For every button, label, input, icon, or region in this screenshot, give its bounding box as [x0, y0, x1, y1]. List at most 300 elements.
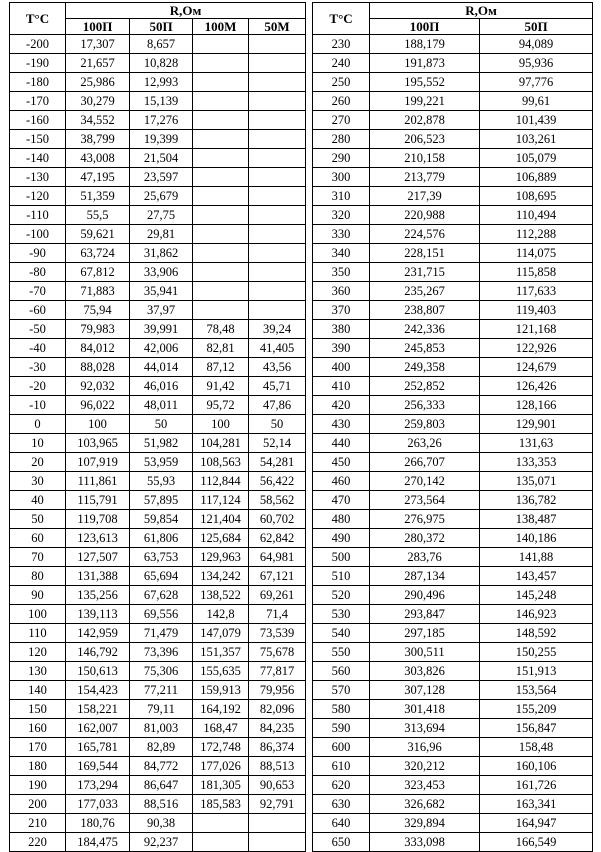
- temperature-cell: -160: [10, 111, 66, 130]
- table-row: [10, 586, 593, 605]
- resistance-cell: 129,963: [193, 548, 249, 567]
- temperature-cell: 400: [313, 358, 370, 377]
- resistance-cell: 107,919: [66, 453, 130, 472]
- temperature-cell: -80: [10, 263, 66, 282]
- resistance-cell: 188,179: [370, 35, 480, 54]
- resistance-cell: 35,941: [130, 282, 193, 301]
- table-row: [10, 377, 593, 396]
- column-gap: [306, 244, 313, 263]
- resistance-cell: 88,028: [66, 358, 130, 377]
- column-gap: [306, 282, 313, 301]
- temperature-cell: 640: [313, 814, 370, 833]
- column-gap: [306, 35, 313, 54]
- resistance-cell: 266,707: [370, 453, 480, 472]
- resistance-cell: [249, 168, 306, 187]
- resistance-cell: 100: [66, 415, 130, 434]
- table-row: [10, 624, 593, 643]
- resistance-cell: 168,47: [193, 719, 249, 738]
- temperature-cell: 320: [313, 206, 370, 225]
- table-row: [10, 73, 593, 92]
- resistance-cell: 90,38: [130, 814, 193, 833]
- column-gap: [306, 187, 313, 206]
- resistance-cell: 67,121: [249, 567, 306, 586]
- resistance-cell: 280,372: [370, 529, 480, 548]
- column-gap: [306, 111, 313, 130]
- resistance-cell: [249, 54, 306, 73]
- column-gap: [306, 681, 313, 700]
- temperature-cell: -150: [10, 130, 66, 149]
- resistance-cell: 111,861: [66, 472, 130, 491]
- temperature-cell: 10: [10, 434, 66, 453]
- column-gap: [306, 320, 313, 339]
- temperature-cell: 580: [313, 700, 370, 719]
- resistance-cell: 127,507: [66, 548, 130, 567]
- resistance-cell: 217,39: [370, 187, 480, 206]
- table-row: [10, 814, 593, 833]
- resistance-cell: [193, 73, 249, 92]
- column-gap: [306, 301, 313, 320]
- resistance-cell: 126,426: [480, 377, 593, 396]
- table-row: [10, 187, 593, 206]
- resistance-cell: 329,894: [370, 814, 480, 833]
- resistance-cell: 108,695: [480, 187, 593, 206]
- resistance-cell: 46,016: [130, 377, 193, 396]
- temperature-cell: -110: [10, 206, 66, 225]
- column-gap: [306, 567, 313, 586]
- resistance-cell: 273,564: [370, 491, 480, 510]
- temperature-cell: 300: [313, 168, 370, 187]
- table-row: [10, 833, 593, 852]
- resistance-cell: 95,936: [480, 54, 593, 73]
- column-gap: [306, 453, 313, 472]
- resistance-cell: 245,853: [370, 339, 480, 358]
- resistance-cell: 82,89: [130, 738, 193, 757]
- resistance-cell: 105,079: [480, 149, 593, 168]
- table-row: [10, 225, 593, 244]
- temperature-cell: 80: [10, 567, 66, 586]
- left-resistance-header: R,Ом: [66, 3, 306, 19]
- resistance-cell: [193, 206, 249, 225]
- temperature-cell: 220: [10, 833, 66, 852]
- resistance-cell: 164,192: [193, 700, 249, 719]
- resistance-cell: 23,597: [130, 168, 193, 187]
- table-row: [10, 168, 593, 187]
- resistance-cell: 78,48: [193, 320, 249, 339]
- resistance-cell: 131,63: [480, 434, 593, 453]
- column-gap: [306, 795, 313, 814]
- table-row: [10, 567, 593, 586]
- resistance-cell: 57,895: [130, 491, 193, 510]
- resistance-cell: [249, 263, 306, 282]
- resistance-cell: [193, 149, 249, 168]
- resistance-cell: 287,134: [370, 567, 480, 586]
- temperature-cell: 310: [313, 187, 370, 206]
- column-gap: [306, 3, 313, 35]
- resistance-cell: 150,255: [480, 643, 593, 662]
- resistance-cell: 235,267: [370, 282, 480, 301]
- temperature-cell: 500: [313, 548, 370, 567]
- resistance-cell: 77,817: [249, 662, 306, 681]
- resistance-cell: 99,61: [480, 92, 593, 111]
- column-gap: [306, 54, 313, 73]
- table-row: [10, 358, 593, 377]
- resistance-cell: 69,556: [130, 605, 193, 624]
- table-row: [10, 206, 593, 225]
- temperature-cell: 330: [313, 225, 370, 244]
- column-gap: [306, 491, 313, 510]
- temperature-cell: -140: [10, 149, 66, 168]
- resistance-cell: [193, 35, 249, 54]
- resistance-cell: 86,374: [249, 738, 306, 757]
- resistance-cell: 154,423: [66, 681, 130, 700]
- resistance-cell: 159,913: [193, 681, 249, 700]
- temperature-cell: 480: [313, 510, 370, 529]
- resistance-cell: 92,032: [66, 377, 130, 396]
- resistance-cell: 17,307: [66, 35, 130, 54]
- resistance-cell: 134,242: [193, 567, 249, 586]
- resistance-cell: 108,563: [193, 453, 249, 472]
- resistance-cell: 82,81: [193, 339, 249, 358]
- resistance-cell: 97,776: [480, 73, 593, 92]
- resistance-cell: 181,305: [193, 776, 249, 795]
- resistance-cell: 148,592: [480, 624, 593, 643]
- resistance-cell: 146,792: [66, 643, 130, 662]
- temperature-cell: 30: [10, 472, 66, 491]
- resistance-cell: 300,511: [370, 643, 480, 662]
- resistance-cell: 135,071: [480, 472, 593, 491]
- resistance-cell: 129,901: [480, 415, 593, 434]
- resistance-cell: 21,657: [66, 54, 130, 73]
- temperature-cell: -120: [10, 187, 66, 206]
- temperature-cell: -10: [10, 396, 66, 415]
- resistance-cell: 307,128: [370, 681, 480, 700]
- resistance-cell: 259,803: [370, 415, 480, 434]
- temperature-cell: 490: [313, 529, 370, 548]
- table-row: [10, 301, 593, 320]
- resistance-cell: 103,261: [480, 130, 593, 149]
- resistance-cell: 172,748: [193, 738, 249, 757]
- resistance-cell: 283,76: [370, 548, 480, 567]
- resistance-cell: 185,583: [193, 795, 249, 814]
- resistance-cell: [193, 187, 249, 206]
- resistance-cell: [193, 833, 249, 852]
- resistance-cell: 195,552: [370, 73, 480, 92]
- table-row: [10, 415, 593, 434]
- temperature-cell: 180: [10, 757, 66, 776]
- resistance-cell: 65,694: [130, 567, 193, 586]
- resistance-cell: 220,988: [370, 206, 480, 225]
- resistance-cell: [193, 225, 249, 244]
- resistance-cell: 55,93: [130, 472, 193, 491]
- resistance-cell: 56,422: [249, 472, 306, 491]
- resistance-cell: 117,633: [480, 282, 593, 301]
- resistance-cell: 320,212: [370, 757, 480, 776]
- resistance-cell: 301,418: [370, 700, 480, 719]
- column-gap: [306, 833, 313, 852]
- resistance-cell: 39,24: [249, 320, 306, 339]
- resistance-cell: 326,682: [370, 795, 480, 814]
- resistance-cell: 10,828: [130, 54, 193, 73]
- resistance-cell: 238,807: [370, 301, 480, 320]
- resistance-table: [9, 2, 593, 852]
- resistance-cell: 8,657: [130, 35, 193, 54]
- resistance-cell: 84,772: [130, 757, 193, 776]
- temperature-cell: -90: [10, 244, 66, 263]
- resistance-cell: 21,504: [130, 149, 193, 168]
- column-gap: [306, 415, 313, 434]
- resistance-cell: 151,357: [193, 643, 249, 662]
- table-row: [10, 263, 593, 282]
- resistance-cell: [249, 149, 306, 168]
- temperature-cell: 600: [313, 738, 370, 757]
- table-row: [10, 662, 593, 681]
- column-gap: [306, 149, 313, 168]
- table-row: [10, 35, 593, 54]
- table-row: [10, 320, 593, 339]
- temperature-cell: 420: [313, 396, 370, 415]
- resistance-cell: 51,359: [66, 187, 130, 206]
- temperature-cell: -130: [10, 168, 66, 187]
- resistance-cell: 42,006: [130, 339, 193, 358]
- resistance-cell: 138,522: [193, 586, 249, 605]
- temperature-cell: 60: [10, 529, 66, 548]
- column-gap: [306, 643, 313, 662]
- table-row: [10, 795, 593, 814]
- resistance-cell: 17,276: [130, 111, 193, 130]
- resistance-cell: 115,858: [480, 263, 593, 282]
- table-row: [10, 605, 593, 624]
- resistance-cell: 37,97: [130, 301, 193, 320]
- right-resistance-header: R,Ом: [370, 3, 593, 19]
- resistance-cell: 114,075: [480, 244, 593, 263]
- resistance-cell: 79,11: [130, 700, 193, 719]
- resistance-cell: 73,396: [130, 643, 193, 662]
- resistance-cell: 100: [193, 415, 249, 434]
- table-row: [10, 738, 593, 757]
- table-row: [10, 529, 593, 548]
- temperature-cell: -180: [10, 73, 66, 92]
- resistance-cell: 263,26: [370, 434, 480, 453]
- resistance-cell: 156,847: [480, 719, 593, 738]
- table-row: [10, 719, 593, 738]
- resistance-cell: 79,983: [66, 320, 130, 339]
- resistance-cell: 313,694: [370, 719, 480, 738]
- resistance-cell: 123,613: [66, 529, 130, 548]
- table-row: [10, 434, 593, 453]
- resistance-cell: 53,959: [130, 453, 193, 472]
- resistance-cell: 63,753: [130, 548, 193, 567]
- resistance-cell: 199,221: [370, 92, 480, 111]
- resistance-cell: 51,982: [130, 434, 193, 453]
- resistance-cell: 61,806: [130, 529, 193, 548]
- temperature-cell: -100: [10, 225, 66, 244]
- resistance-cell: 75,678: [249, 643, 306, 662]
- temperature-cell: 20: [10, 453, 66, 472]
- resistance-cell: 84,235: [249, 719, 306, 738]
- column-gap: [306, 263, 313, 282]
- resistance-cell: 63,724: [66, 244, 130, 263]
- resistance-cell: 206,523: [370, 130, 480, 149]
- temperature-cell: -60: [10, 301, 66, 320]
- resistance-cell: [249, 301, 306, 320]
- col-header-100m: 100М: [193, 19, 249, 35]
- resistance-cell: 71,479: [130, 624, 193, 643]
- resistance-cell: 136,782: [480, 491, 593, 510]
- column-gap: [306, 586, 313, 605]
- table-row: [10, 776, 593, 795]
- resistance-cell: [249, 73, 306, 92]
- column-gap: [306, 814, 313, 833]
- resistance-cell: 62,842: [249, 529, 306, 548]
- temperature-cell: 570: [313, 681, 370, 700]
- column-gap: [306, 624, 313, 643]
- column-gap: [306, 168, 313, 187]
- temperature-cell: -30: [10, 358, 66, 377]
- resistance-cell: 135,256: [66, 586, 130, 605]
- resistance-cell: 177,033: [66, 795, 130, 814]
- table-row: [10, 149, 593, 168]
- resistance-cell: 54,281: [249, 453, 306, 472]
- resistance-cell: 39,991: [130, 320, 193, 339]
- temperature-cell: -70: [10, 282, 66, 301]
- resistance-cell: 88,513: [249, 757, 306, 776]
- table-row: [10, 472, 593, 491]
- temperature-cell: 100: [10, 605, 66, 624]
- resistance-cell: 256,333: [370, 396, 480, 415]
- resistance-cell: 231,715: [370, 263, 480, 282]
- resistance-cell: 75,306: [130, 662, 193, 681]
- resistance-cell: 122,926: [480, 339, 593, 358]
- resistance-cell: [249, 244, 306, 263]
- resistance-cell: 86,647: [130, 776, 193, 795]
- resistance-cell: [249, 111, 306, 130]
- resistance-cell: 44,014: [130, 358, 193, 377]
- right-temperature-header: T°C: [313, 3, 370, 35]
- resistance-cell: 71,4: [249, 605, 306, 624]
- resistance-cell: 140,186: [480, 529, 593, 548]
- right-col-header-100p: 100П: [370, 19, 480, 35]
- resistance-cell: 19,399: [130, 130, 193, 149]
- column-gap: [306, 377, 313, 396]
- resistance-cell: 147,079: [193, 624, 249, 643]
- resistance-cell: 69,261: [249, 586, 306, 605]
- temperature-cell: 260: [313, 92, 370, 111]
- column-gap: [306, 776, 313, 795]
- resistance-cell: [249, 225, 306, 244]
- resistance-cell: 91,42: [193, 377, 249, 396]
- temperature-cell: 610: [313, 757, 370, 776]
- column-gap: [306, 662, 313, 681]
- resistance-cell: 228,151: [370, 244, 480, 263]
- table-row: [10, 453, 593, 472]
- temperature-cell: 410: [313, 377, 370, 396]
- resistance-cell: 34,552: [66, 111, 130, 130]
- temperature-cell: 370: [313, 301, 370, 320]
- table-row: [10, 92, 593, 111]
- temperature-cell: 650: [313, 833, 370, 852]
- resistance-cell: 48,011: [130, 396, 193, 415]
- resistance-cell: 139,113: [66, 605, 130, 624]
- resistance-cell: 29,81: [130, 225, 193, 244]
- resistance-cell: 169,544: [66, 757, 130, 776]
- left-temperature-header: T°C: [10, 3, 66, 35]
- resistance-cell: 121,168: [480, 320, 593, 339]
- temperature-cell: 280: [313, 130, 370, 149]
- column-gap: [306, 339, 313, 358]
- resistance-cell: 43,56: [249, 358, 306, 377]
- resistance-cell: 224,576: [370, 225, 480, 244]
- resistance-cell: 59,854: [130, 510, 193, 529]
- resistance-cell: 104,281: [193, 434, 249, 453]
- resistance-cell: 30,279: [66, 92, 130, 111]
- temperature-cell: 530: [313, 605, 370, 624]
- resistance-cell: 142,959: [66, 624, 130, 643]
- resistance-cell: 81,003: [130, 719, 193, 738]
- temperature-cell: 510: [313, 567, 370, 586]
- resistance-cell: 47,195: [66, 168, 130, 187]
- resistance-cell: 67,628: [130, 586, 193, 605]
- temperature-cell: 470: [313, 491, 370, 510]
- temperature-cell: 230: [313, 35, 370, 54]
- resistance-cell: [193, 92, 249, 111]
- resistance-cell: 184,475: [66, 833, 130, 852]
- resistance-cell: 323,453: [370, 776, 480, 795]
- table-row: [10, 130, 593, 149]
- resistance-cell: 141,88: [480, 548, 593, 567]
- temperature-cell: 560: [313, 662, 370, 681]
- resistance-cell: 242,336: [370, 320, 480, 339]
- table-row: [10, 491, 593, 510]
- resistance-cell: 128,166: [480, 396, 593, 415]
- resistance-cell: 293,847: [370, 605, 480, 624]
- resistance-cell: 58,562: [249, 491, 306, 510]
- resistance-cell: 213,779: [370, 168, 480, 187]
- resistance-cell: 84,012: [66, 339, 130, 358]
- resistance-cell: 94,089: [480, 35, 593, 54]
- column-gap: [306, 719, 313, 738]
- resistance-cell: 45,71: [249, 377, 306, 396]
- resistance-cell: 25,986: [66, 73, 130, 92]
- resistance-cell: 297,185: [370, 624, 480, 643]
- resistance-cell: [193, 301, 249, 320]
- resistance-cell: 160,106: [480, 757, 593, 776]
- resistance-cell: 12,993: [130, 73, 193, 92]
- resistance-cell: 158,48: [480, 738, 593, 757]
- resistance-cell: 303,826: [370, 662, 480, 681]
- resistance-cell: [193, 814, 249, 833]
- resistance-cell: 165,781: [66, 738, 130, 757]
- resistance-cell: 177,026: [193, 757, 249, 776]
- resistance-cell: 112,844: [193, 472, 249, 491]
- temperature-cell: 620: [313, 776, 370, 795]
- column-gap: [306, 529, 313, 548]
- resistance-cell: 276,975: [370, 510, 480, 529]
- resistance-cell: [249, 206, 306, 225]
- column-gap: [306, 206, 313, 225]
- resistance-cell: [193, 244, 249, 263]
- resistance-cell: [193, 263, 249, 282]
- table-row: [10, 282, 593, 301]
- column-gap: [306, 738, 313, 757]
- resistance-cell: 162,007: [66, 719, 130, 738]
- temperature-cell: 130: [10, 662, 66, 681]
- temperature-cell: 520: [313, 586, 370, 605]
- resistance-cell: 115,791: [66, 491, 130, 510]
- resistance-cell: [193, 282, 249, 301]
- temperature-cell: 150: [10, 700, 66, 719]
- resistance-cell: [193, 168, 249, 187]
- resistance-cell: [249, 35, 306, 54]
